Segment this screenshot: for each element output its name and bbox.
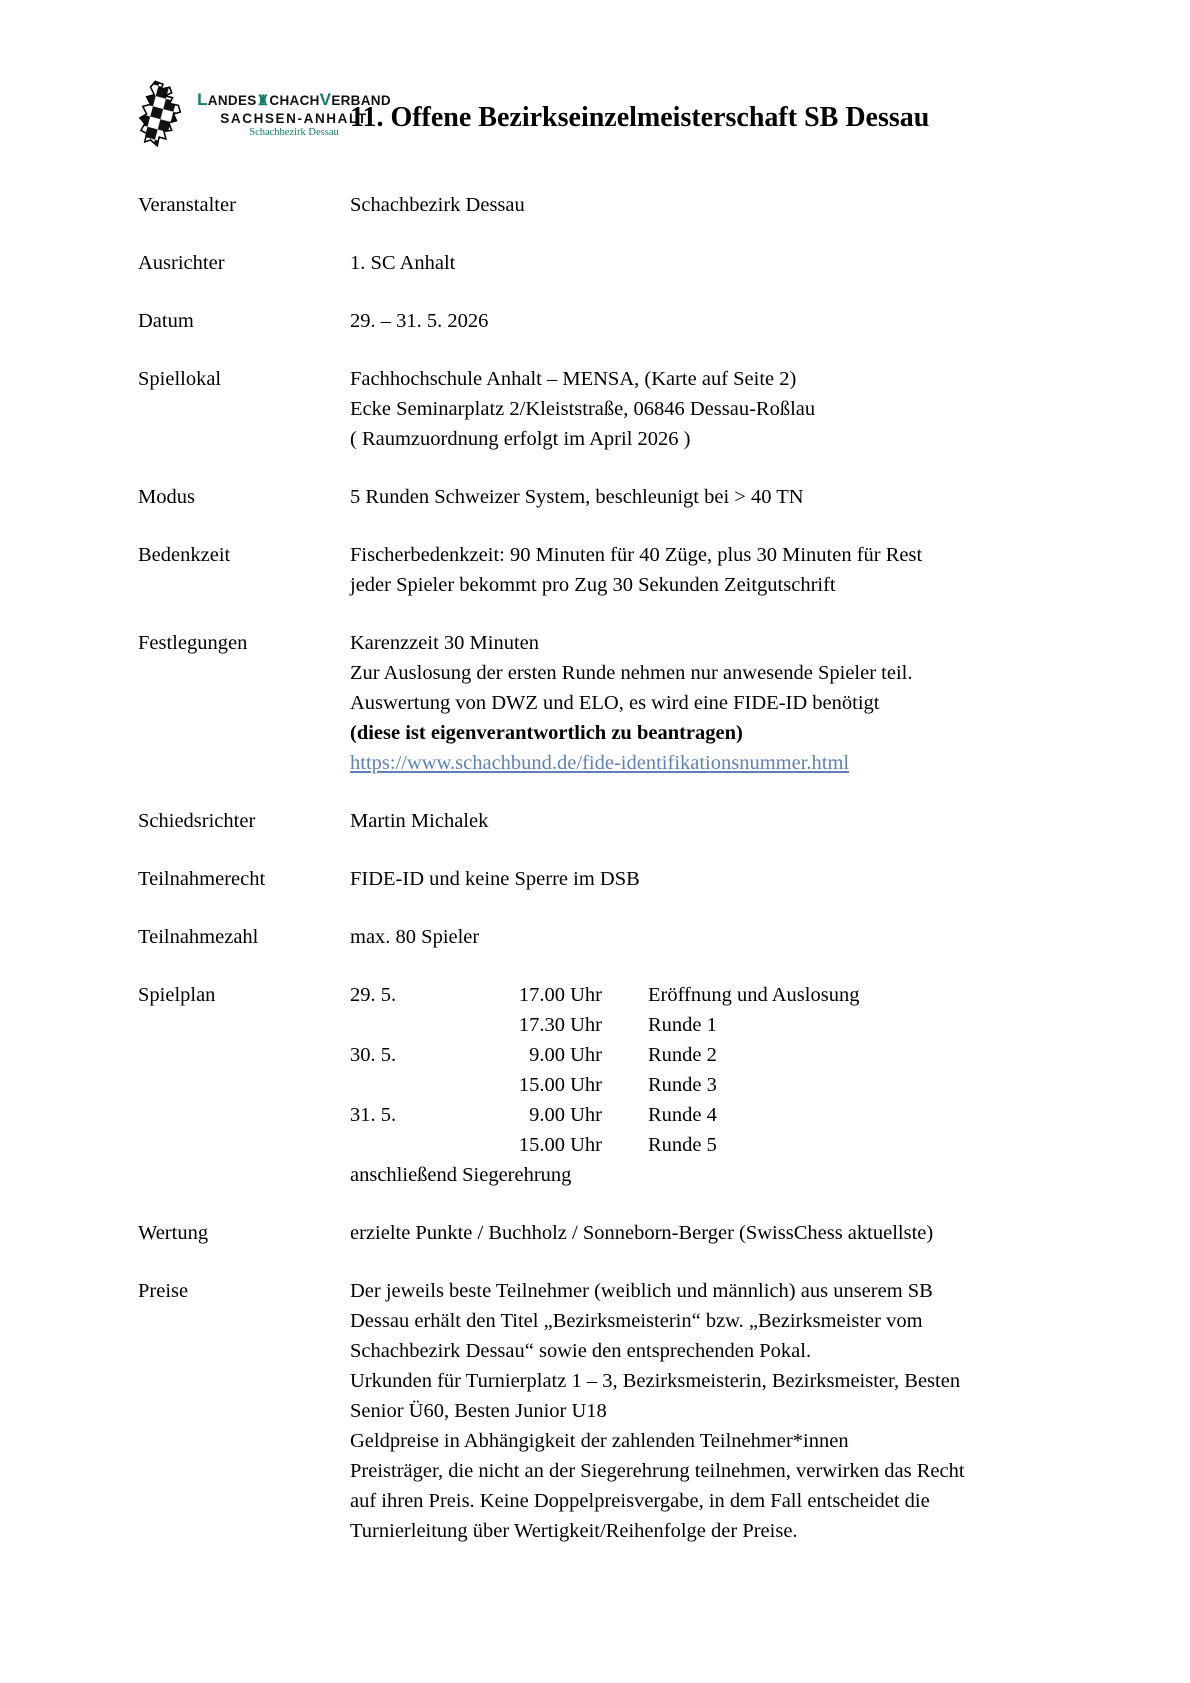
- row-value: 1. SC Anhalt: [350, 252, 456, 274]
- row-label: Veranstalter: [138, 194, 236, 216]
- value-line: jeder Spieler bekommt pro Zug 30 Sekunden Zeitgutschrift: [350, 574, 836, 596]
- value-line: Ecke Seminarplatz 2/Kleiststraße, 06846 Dessau-Roßlau: [350, 398, 816, 420]
- rook-icon: ♜: [256, 92, 270, 108]
- value-line: Schachbezirk Dessau“ sowie den entsprechenden Pokal.: [350, 1340, 812, 1362]
- row-teilnahmezahl: [138, 922, 1098, 952]
- schedule-date: 31. 5.: [350, 1104, 397, 1126]
- row-label: Spiellokal: [138, 368, 222, 390]
- row-value: FIDE-ID und keine Sperre im DSB: [350, 868, 640, 890]
- row-label: Wertung: [138, 1222, 209, 1244]
- lsv-district: Schachbezirk Dessau: [249, 127, 339, 139]
- schedule-event: Runde 5: [648, 1134, 717, 1156]
- schedule-date: [350, 1070, 492, 1100]
- value-line: Dessau erhält den Titel „Bezirksmeisterin“ bzw. „Bezirksmeister vom: [350, 1310, 923, 1332]
- row-ausrichter: [138, 248, 1098, 278]
- value-line: Der jeweils beste Teilnehmer (weiblich und männlich) aus unserem SB: [350, 1280, 933, 1302]
- schedule-row: [350, 1070, 1098, 1100]
- row-teilnahmerecht: [138, 864, 1098, 894]
- schedule-footer: anschließend Siegerehrung: [350, 1164, 572, 1186]
- schedule-table: [350, 980, 1098, 1190]
- schedule-event: Runde 1: [648, 1014, 717, 1036]
- sachsen-anhalt-map-icon: [138, 80, 188, 150]
- schedule-row: [350, 1130, 1098, 1160]
- value-line: auf ihren Preis. Keine Doppelpreisvergabe, in dem Fall entscheidet die: [350, 1490, 930, 1512]
- row-value: [350, 364, 1098, 454]
- schedule-event: Eröffnung und Auslosung: [648, 984, 860, 1006]
- row-spiellokal: [138, 364, 1098, 454]
- schedule-event: Runde 4: [648, 1104, 717, 1126]
- row-value: max. 80 Spieler: [350, 926, 480, 948]
- schedule-time: 17.30 Uhr: [518, 1014, 602, 1036]
- row-label: Modus: [138, 486, 195, 508]
- schedule-row: [350, 980, 1098, 1010]
- schedule-event: Runde 2: [648, 1044, 717, 1066]
- value-line: Geldpreise in Abhängigkeit der zahlenden Teilnehmer*innen: [350, 1430, 849, 1452]
- row-wertung: [138, 1218, 1098, 1248]
- row-value: Schachbezirk Dessau: [350, 194, 525, 216]
- value-line: Preisträger, die nicht an der Siegerehrung teilnehmen, verwirken das Recht: [350, 1460, 965, 1482]
- value-line: Fachhochschule Anhalt – MENSA, (Karte auf Seite 2): [350, 368, 797, 390]
- lsv-org-name: LANDES♜CHACHVERBAND: [197, 90, 391, 109]
- row-value: erzielte Punkte / Buchholz / Sonneborn-Berger (SwissChess aktuellste): [350, 1222, 934, 1244]
- row-label: Preise: [138, 1280, 189, 1302]
- row-label: Datum: [138, 310, 194, 332]
- row-value: 29. – 31. 5. 2026: [350, 310, 489, 332]
- page-title: 11. Offene Bezirkseinzelmeisterschaft SB Dessau: [350, 102, 930, 133]
- row-label: Teilnahmerecht: [138, 868, 266, 890]
- logo-initial-l: L: [197, 90, 208, 109]
- row-datum: [138, 306, 1098, 336]
- row-value: [350, 540, 1098, 600]
- schedule-time: 15.00 Uhr: [518, 1074, 602, 1096]
- row-value: [350, 628, 1098, 778]
- value-line: ( Raumzuordnung erfolgt im April 2026 ): [350, 428, 691, 450]
- row-value: 5 Runden Schweizer System, beschleunigt bei > 40 TN: [350, 486, 804, 508]
- row-bedenkzeit: [138, 540, 1098, 600]
- row-label: Spielplan: [138, 984, 216, 1006]
- value-line: Karenzzeit 30 Minuten: [350, 632, 539, 654]
- row-spielplan: [138, 980, 1098, 1190]
- value-line: Auswertung von DWZ und ELO, es wird eine FIDE-ID benötigt: [350, 692, 880, 714]
- schedule-date: [350, 1010, 492, 1040]
- schedule-time: 17.00 Uhr: [518, 984, 602, 1006]
- row-value: Martin Michalek: [350, 810, 489, 832]
- row-label: Bedenkzeit: [138, 544, 231, 566]
- schedule-time: 9.00 Uhr: [529, 1104, 602, 1126]
- row-preise: [138, 1276, 1098, 1546]
- schedule-date: 29. 5.: [350, 984, 397, 1006]
- row-veranstalter: [138, 190, 1098, 220]
- schedule-event: Runde 3: [648, 1074, 717, 1096]
- logo-initial-v: V: [319, 90, 332, 109]
- row-label: Schiedsrichter: [138, 810, 256, 832]
- fide-id-notice-bold: (diese ist eigenverantwortlich zu beantragen): [350, 722, 743, 744]
- schedule-row: [350, 1100, 1098, 1130]
- fide-id-link[interactable]: https://www.schachbund.de/fide-identifikationsnummer.html: [350, 752, 850, 774]
- schedule-date: 30. 5.: [350, 1044, 397, 1066]
- schedule-row: [350, 1040, 1098, 1070]
- schedule-time: 15.00 Uhr: [518, 1134, 602, 1156]
- value-line: Zur Auslosung der ersten Runde nehmen nur anwesende Spieler teil.: [350, 662, 913, 684]
- value-line: Urkunden für Turnierplatz 1 – 3, Bezirksmeisterin, Bezirksmeister, Besten: [350, 1370, 961, 1392]
- lsv-region: SACHSEN-ANHALT: [220, 110, 368, 126]
- document-body: [138, 190, 1098, 1574]
- row-value: [350, 1276, 1098, 1546]
- row-schiedsrichter: [138, 806, 1098, 836]
- value-line: Senior Ü60, Besten Junior U18: [350, 1400, 607, 1422]
- schedule-time: 9.00 Uhr: [529, 1044, 602, 1066]
- row-label: Teilnahmezahl: [138, 926, 259, 948]
- row-festlegungen: [138, 628, 1098, 778]
- row-modus: [138, 482, 1098, 512]
- schedule-row: [350, 1010, 1098, 1040]
- value-line: Fischerbedenkzeit: 90 Minuten für 40 Züge, plus 30 Minuten für Rest: [350, 544, 923, 566]
- row-label: Ausrichter: [138, 252, 225, 274]
- row-label: Festlegungen: [138, 632, 248, 654]
- value-line: Turnierleitung über Wertigkeit/Reihenfolge der Preise.: [350, 1520, 798, 1542]
- schedule-date: [350, 1130, 492, 1160]
